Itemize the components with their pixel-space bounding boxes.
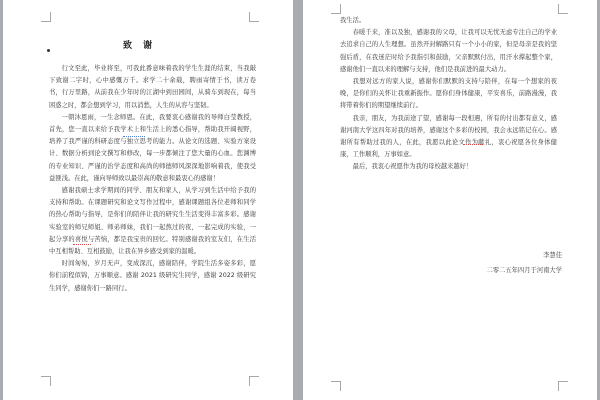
paragraph: 我想对远方的家人说，感谢你们默默的支持与陪伴，在每一个想家的夜晚，是你们的关怀让我重新振作。愿你们身体健康，平安喜乐，前路漫漫，我将带着你们的期望继续前行。 [340, 78, 557, 110]
right-page-body [340, 15, 557, 174]
page-corner-marker [41, 12, 51, 22]
page-corner-marker [249, 12, 259, 22]
paragraph: 最后，我衷心祝愿作为我的母校越来越好！ [352, 163, 473, 171]
page-corner-marker [331, 381, 341, 391]
paragraph-continuation: 我生活。 [340, 17, 366, 24]
page-corner-marker [249, 376, 259, 386]
paragraph: 行文至此，毕业将至，可我此番意味着我的学生生涯的结束，当我敲下致谢二字时，心中感慨万千。求学二十余载，聘雨寄情于书，读万卷书，行万里路，从前我在少年时的江湖中到田园间，从骑车到现在，每当困惑之时，都会想到学习，用以消愁，人生的从容与坚韧。 [49, 65, 256, 109]
left-page-body [49, 63, 256, 295]
page-corner-marker [558, 4, 568, 14]
signature-date: 二零二五年四月于河南大学 [486, 267, 562, 274]
page-corner-marker [558, 381, 568, 391]
page-corner-marker [41, 376, 51, 386]
spellcheck-underline [73, 240, 91, 245]
spellcheck-underline [463, 140, 483, 145]
paragraph-mark-bullet [47, 49, 50, 52]
paragraph: 一朝沐恩雨，一生念师恩。在此，我要衷心感谢我的导师白莹教授，首先，您一直以来给予我学术上和生活上的悉心指导，帮助我开阔视野，培养了我严谨的科研态度与独立思考的能力。从论文的选题、实验方案设计、数据分析到论文撰写和修改，每一步都倾注了您大量的心血。您渊博的专业知识、严谨的治学态度和高尚的师德师风深深地影响着我，使我受益匪浅。在此，谨向导师致以最崇高的敬意和最衷心的感谢！ [49, 113, 256, 182]
acknowledgement-title: 致 谢 [123, 41, 157, 51]
document-page-right [303, 0, 597, 400]
paragraph: 感谢我硕士求学期间的同学、朋友和家人，从学习到生活中给予我的支持和帮助。在课题研究和论文写作过程中，感谢课题组各位老师和同学的热心帮助与指导，是你们的陪伴让我的研究生生活变得丰富多彩。感谢实验室的师兄师姐、师弟师妹，我们一起熬过的夜，一起完成的实验，一起分享的喜悦与苦恼，都是我宝贵的回忆。特别感谢我的室友们，在生活中互相帮助、互相鼓励，让我在异乡感受到家的温暖。 [49, 187, 256, 256]
paragraph: 我亲，朋友，为我前途了望，感谢每一段相遇，所有的付出都有意义，感谢河南大学这四年对我的培养，感谢这个多彩的校园，我会永远铭记在心。感谢所有帮助过我的人，在此，我愿以此论文作为献礼，衷心祝愿各位身体健康，工作顺利，万事如意。 [340, 114, 557, 159]
document-page-left [3, 0, 293, 400]
paragraph: 时间匆匆，岁月无声，变成深沉，感谢陪伴，学院生活多姿多彩，愿你们前程似锦，万事顺意。感谢 2021 级研究生同学，感谢 2022 级研究生同学，感谢你们一路同行。 [49, 260, 256, 292]
spellcheck-underline [123, 132, 145, 137]
paragraph: 春暖千来，准以及独，感谢我的父母，让我可以无忧无虑专注自己的学业去追求自己的人生理想。虽然开封解路只有一个小小的家，但是母亲是我的坚强后盾，在我迷茫时给予我指引和鼓励，父亲默默付出，用汗水撑起整个家，感谢他们一直以来的理解与支持，他们是我前进的最大动力。 [340, 29, 557, 73]
signature-name: 李慧佳 [543, 252, 562, 259]
page-corner-marker [331, 4, 341, 14]
